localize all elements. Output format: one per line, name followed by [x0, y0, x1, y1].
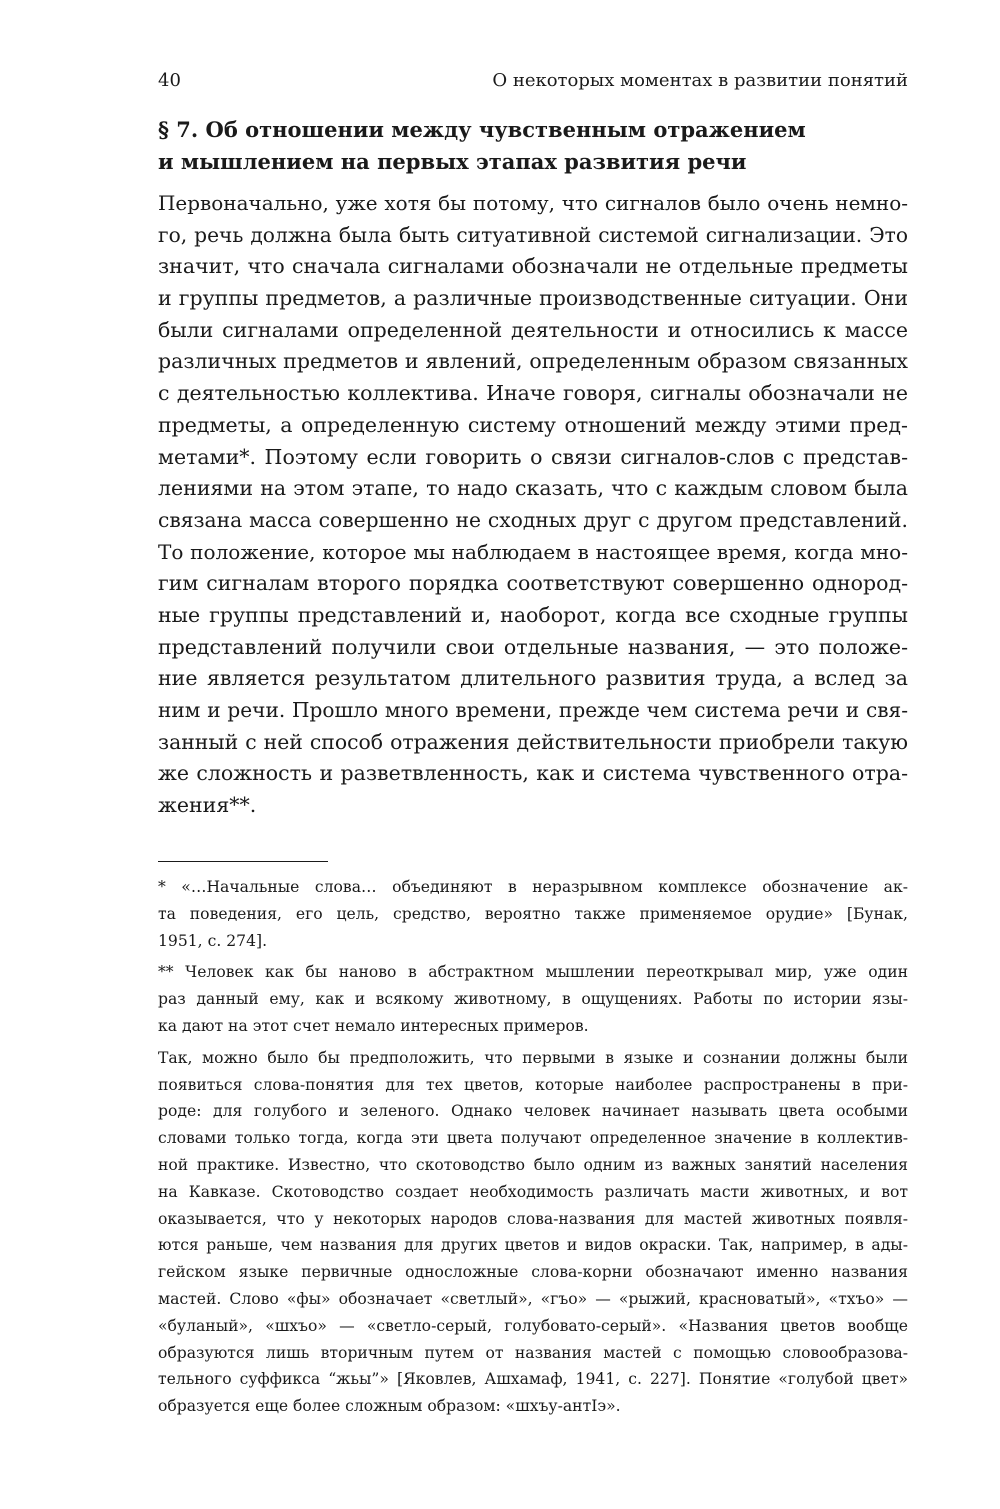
footnote-line: * «…Начальные слова… объединяют в неразрывном комплексе обозначение ак- — [158, 878, 908, 896]
body-line: лениями на этом этапе, то надо сказать, что с каждым словом была — [158, 476, 908, 501]
running-header — [158, 66, 908, 96]
footnote-line: ** Человек как бы наново в абстрактном мышлении переоткрывал мир, уже один — [158, 963, 908, 982]
body-line: ные группы представлений и, наоборот, когда все сходные группы — [158, 602, 908, 627]
body-line: предметы, а определенную систему отношений между этими пред- — [158, 412, 908, 437]
body-line: были сигналами определенной деятельности и относились к массе — [158, 317, 908, 342]
body-line: различных предметов и явлений, определенным образом связанных — [158, 349, 908, 374]
footnote-line: ной практике. Известно, что скотоводство было одним из важных занятий населения — [158, 1155, 908, 1174]
footnote-line: роде: для голубого и зеленого. Однако человек начинает называть цвета особыми — [158, 1102, 908, 1121]
footnote-line: 1951, с. 274]. — [158, 931, 268, 950]
section-heading-line: § 7. Об отношении между чувственным отражением — [158, 117, 806, 142]
footnote-line: гейском языке первичные односложные слова-корни обозначают именно названия — [158, 1263, 908, 1282]
footnote-line: оказывается, что у некоторых народов слова-названия для мастей животных появля- — [158, 1209, 908, 1228]
body-line: и группы предметов, а различные производственные ситуации. Они — [158, 286, 908, 311]
footnote-line: ются раньше, чем названия для других цветов и видов окраски. Так, например, в ады- — [158, 1236, 908, 1255]
body-line: гим сигналам второго порядка соответствуют совершенно однород- — [158, 571, 908, 596]
footnotes — [158, 874, 908, 1420]
footnote-line: раз данный ему, как и всякому животному, в ощущениях. Работы по истории язы- — [158, 990, 908, 1009]
footnote-line: Так, можно было бы предположить, что первыми в языке и сознании должны были — [158, 1048, 908, 1067]
body-line: жения**. — [158, 793, 257, 818]
body-paragraph — [158, 188, 908, 822]
footnote-line: на Кавказе. Скотоводство создает необходимость различать масти животных, и вот — [158, 1182, 908, 1201]
footnote-divider — [158, 861, 328, 862]
body-line: Первоначально, уже хотя бы потому, что сигналов было очень немно- — [158, 191, 908, 215]
footnote-line: мастей. Слово «фы» обозначает «светлый», «гъо» — «рыжий, красноватый», «тхъо» — — [158, 1289, 908, 1308]
body-line: То положение, которое мы наблюдаем в настоящее время, когда мно- — [158, 539, 908, 564]
footnote-1 — [158, 874, 908, 954]
footnote-line: появиться слова-понятия для тех цветов, которые наиболее распространены в при- — [158, 1075, 908, 1094]
body-line: метами*. Поэтому если говорить о связи сигналов-слов с представ- — [158, 444, 908, 469]
body-line: занный с ней способ отражения действительности приобрели такую — [158, 729, 908, 754]
body-line: го, речь должна была быть ситуативной системой сигнализации. Это — [158, 222, 908, 247]
running-title: О некоторых моментах в развитии понятий — [492, 70, 908, 91]
footnote-line: словами только тогда, когда эти цвета получают определенное значение в коллектив- — [158, 1129, 908, 1148]
footnote-line: та поведения, его цель, средство, вероятно также применяемое орудие» [Бунак, — [158, 904, 908, 923]
footnote-line: ка дают на этот счет немало интересных примеров. — [158, 1016, 589, 1035]
section-heading-line: и мышлением на первых этапах развития речи — [158, 149, 747, 174]
footnote-line: «буланый», «шхъо» — «светло-серый, голубовато-серый». «Названия цветов вообще — [158, 1316, 908, 1335]
body-line: ние является результатом длительного развития труда, а вслед за — [158, 666, 908, 691]
section-heading — [158, 114, 908, 178]
footnote-line: образуются лишь вторичным путем от названия мастей с помощью словообразова- — [158, 1343, 908, 1362]
body-line: значит, что сначала сигналами обозначали не отдельные предметы — [158, 254, 908, 279]
page-number: 40 — [158, 70, 181, 91]
body-line: с деятельностью коллектива. Иначе говоря, сигналы обозначали не — [158, 381, 908, 406]
footnote-2-continuation — [158, 1045, 908, 1420]
body-line: ним и речи. Прошло много времени, прежде чем система речи и свя- — [158, 698, 908, 722]
body-line: же сложность и разветвленность, как и система чувственного отра- — [158, 761, 908, 786]
footnote-line: образуется еще более сложным образом: «шхъу-антIэ». — [158, 1397, 621, 1416]
body-line: связана масса совершенно не сходных друг с другом представлений. — [158, 507, 908, 532]
body-line: представлений получили свои отдельные названия, — это положе- — [158, 634, 908, 659]
footnote-line: тельного суффикса “жьы”» [Яковлев, Ашхамаф, 1941, с. 227]. Понятие «голубой цвет» — [158, 1370, 908, 1389]
footnote-2 — [158, 959, 908, 1039]
